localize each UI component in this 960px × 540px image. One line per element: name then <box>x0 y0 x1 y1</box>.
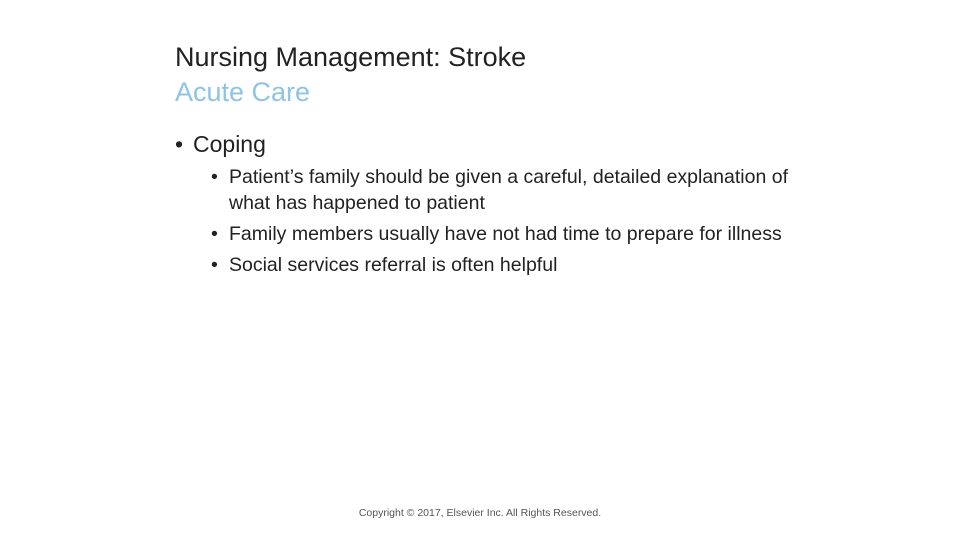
sub-bullet-item <box>211 164 815 216</box>
copyright-footer: Copyright © 2017, Elsevier Inc. All Rights Reserved. <box>358 507 602 519</box>
slide-body <box>175 128 815 283</box>
sub-bullet-list <box>175 164 815 278</box>
sub-bullet-text: Patient’s family should be given a careful, detailed explanation of what has happened to patient <box>229 166 788 214</box>
slide-title: Nursing Management: Stroke <box>175 42 527 72</box>
title-block <box>175 40 875 110</box>
bullet-marker: • <box>211 223 218 245</box>
bullet-marker: • <box>211 254 218 276</box>
slide-subtitle: Acute Care <box>175 77 311 107</box>
bullet-marker: • <box>211 166 218 188</box>
sub-bullet-item <box>211 221 815 247</box>
bullet-text: Coping <box>193 131 266 157</box>
bullet-marker: • <box>175 131 184 157</box>
sub-bullet-text: Family members usually have not had time to prepare for illness <box>229 223 782 245</box>
sub-bullet-text: Social services referral is often helpful <box>229 254 558 276</box>
bullet-item-coping <box>175 128 815 160</box>
sub-bullet-item <box>211 252 815 278</box>
